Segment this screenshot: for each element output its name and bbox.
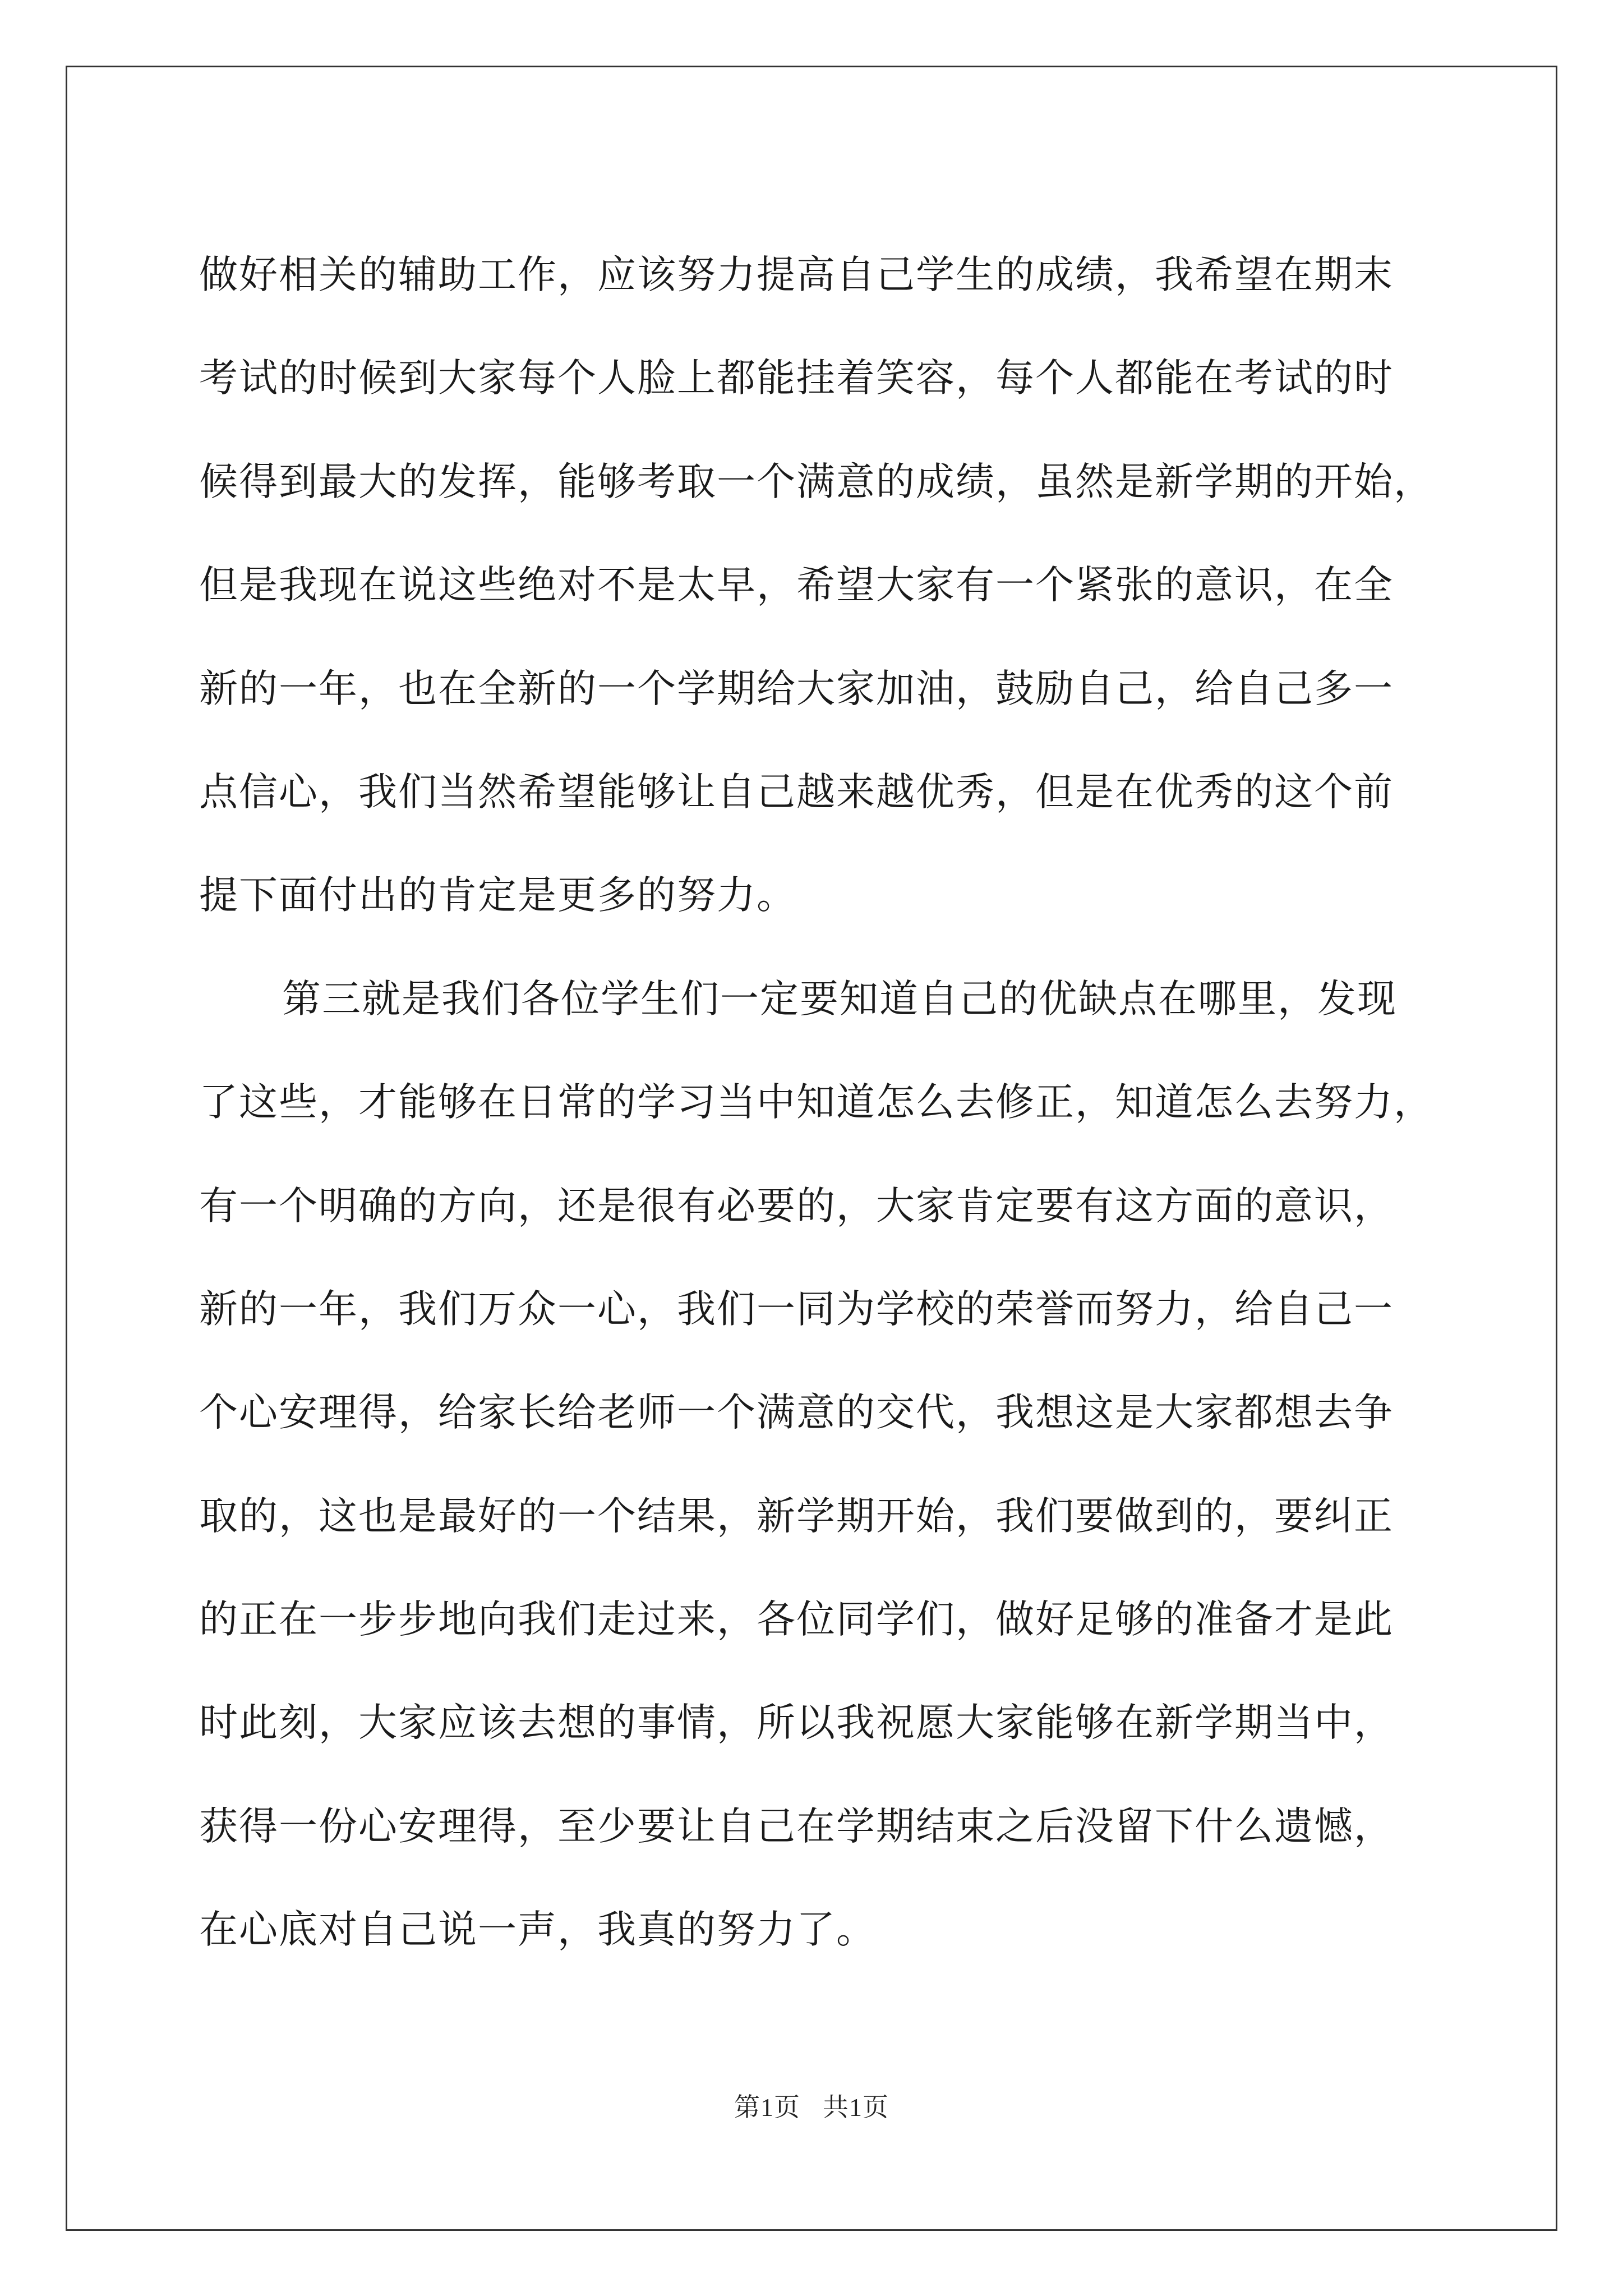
- page-number-current: 第1页: [734, 2093, 800, 2122]
- text-line: 第三就是我们各位学生们一定要知道自己的优缺点在哪里，发现: [282, 976, 1397, 1022]
- text-line: 考试的时候到大家每个人脸上都能挂着笑容，每个人都能在考试的时: [199, 356, 1394, 401]
- text-line: 但是我现在说这些绝对不是太早，希望大家有一个紧张的意识，在全: [199, 563, 1394, 608]
- text-line: 新的一年，我们万众一心，我们一同为学校的荣誉而努力，给自己一: [199, 1286, 1394, 1332]
- document-body: [199, 223, 1461, 1982]
- text-line: 新的一年，也在全新的一个学期给大家加油，鼓励自己，给自己多一: [199, 666, 1394, 711]
- text-line: 的正在一步步地向我们走过来，各位同学们，做好足够的准备才是此: [199, 1597, 1394, 1642]
- text-line: 获得一份心安理得，至少要让自己在学期结束之后没留下什么遗憾，: [199, 1803, 1394, 1849]
- text-line: 做好相关的辅助工作，应该努力提高自己学生的成绩，我希望在期末: [199, 252, 1394, 297]
- text-line: 点信心，我们当然希望能够让自己越来越优秀，但是在优秀的这个前: [199, 769, 1394, 815]
- text-line: 了这些，才能够在日常的学习当中知道怎么去修正，知道怎么去努力，: [199, 1080, 1433, 1125]
- text-line: 取的，这也是最好的一个结果，新学期开始，我们要做到的，要纠正: [199, 1493, 1394, 1539]
- text-line: 提下面付出的肯定是更多的努力。: [199, 873, 796, 918]
- page-number-total: 共1页: [823, 2093, 889, 2122]
- text-line: 个心安理得，给家长给老师一个满意的交代，我想这是大家都想去争: [199, 1390, 1394, 1435]
- text-line: 候得到最大的发挥，能够考取一个满意的成绩，虽然是新学期的开始，: [199, 459, 1433, 504]
- page-footer: [0, 2087, 1623, 2124]
- text-line: 有一个明确的方向，还是很有必要的，大家肯定要有这方面的意识，: [199, 1183, 1394, 1228]
- text-line: 在心底对自己说一声，我真的努力了。: [199, 1907, 876, 1953]
- text-line: 时此刻，大家应该去想的事情，所以我祝愿大家能够在新学期当中，: [199, 1700, 1394, 1746]
